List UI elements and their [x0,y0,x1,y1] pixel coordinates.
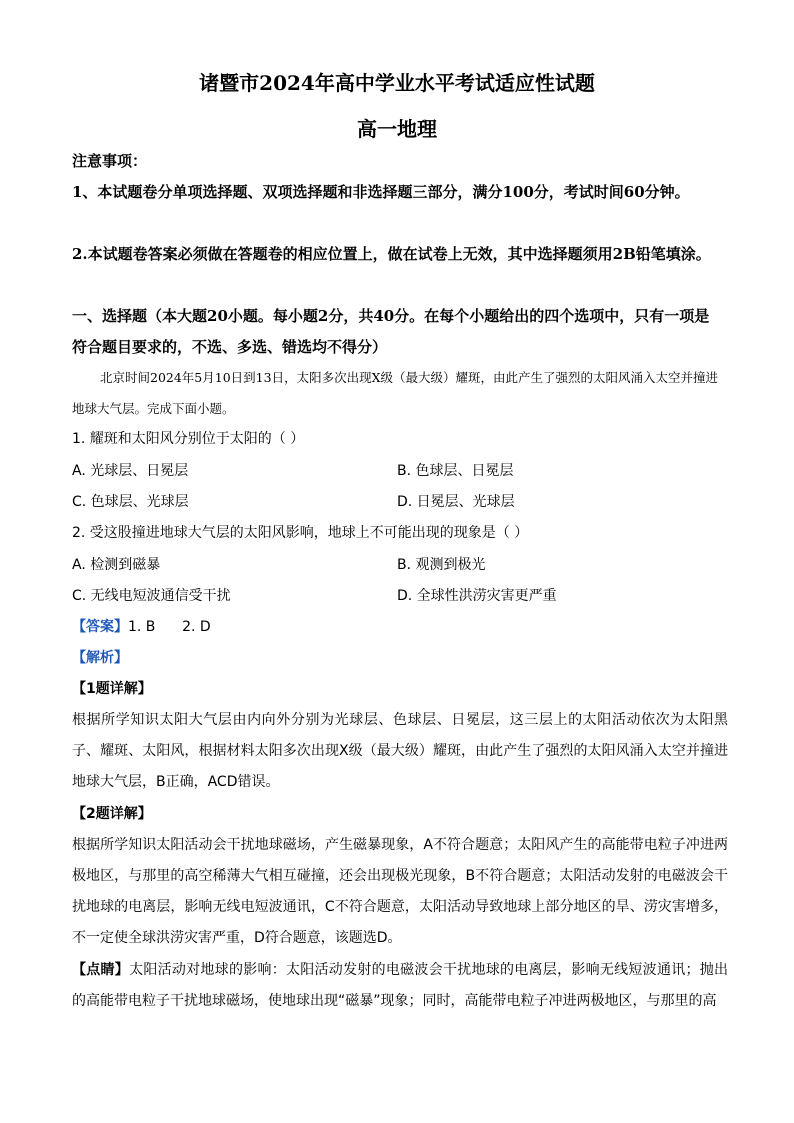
question-1-stem: 1. 耀斑和太阳风分别位于太阳的（ ） [72,431,305,447]
detail-1-heading: 【1题详解】 [72,681,152,697]
question-1-option-b: B. 色球层、日冕层 [397,463,514,479]
question-1-option-d: D. 日冕层、光球层 [397,494,515,510]
question-1-option-a: A. 光球层、日冕层 [72,463,189,479]
detail-1-text: 根据所学知识太阳大气层由内向外分别为光球层、色球层、日冕层，这三层上的太阳活动依次为太阳黑子、耀斑、太阳风，根据材料太阳多次出现X级（最大级）耀斑，由此产生了强烈的太阳风涌入太空并撞进地球大气层，B正确，ACD错误。 [72,712,728,790]
page-subtitle: 高一地理 [357,117,437,141]
detail-2-heading: 【2题详解】 [72,806,152,822]
answer-text: 1. B 2. D [128,619,211,635]
answer-line [72,616,211,638]
notice-heading: 注意事项： [72,152,148,170]
notice-item-2: 2.本试题卷答案必须做在答题卷的相应位置上，做在试卷上无效，其中选择题须用2B铅笔填涂。 [72,245,711,263]
question-2-option-b: B. 观测到极光 [397,557,486,573]
section-heading: 一、选择题（本大题20小题。每小题2分，共40分。在每个小题给出的四个选项中，只有一项是符合题目要求的，不选、多选、错选均不得分） [72,307,710,356]
dianjing-text: 太阳活动对地球的影响：太阳活动发射的电磁波会干扰地球的电离层，影响无线短波通讯；抛出的高能带电粒子干扰地球磁场，使地球出现“磁暴”现象；同时，高能带电粒子冲进两极地区，与那里的高 [72,962,729,1009]
question-2-option-d: D. 全球性洪涝灾害更严重 [397,588,557,604]
material-text: 北京时间2024年5月10日到13日，太阳多次出现X级（最大级）耀斑，由此产生了强烈的太阳风涌入太空并撞进地球大气层。完成下面小题。 [72,370,718,416]
detail-2-text: 根据所学知识太阳活动会干扰地球磁场，产生磁暴现象，A不符合题意；太阳风产生的高能带电粒子冲进两极地区，与那里的高空稀薄大气相互碰撞，还会出现极光现象，B不符合题意；太阳活动发射的电磁波会干扰地球的电离层，影响无线电短波通讯，C不符合题意，太阳活动导致地球上部分地区的旱、涝灾害增多，不一定使全球洪涝灾害严重，D符合题意，该题选D。 [72,837,728,946]
question-2-option-c: C. 无线电短波通信受干扰 [72,588,231,604]
question-2-stem: 2. 受这股撞进地球大气层的太阳风影响，地球上不可能出现的现象是（ ） [72,525,529,541]
analysis-line [72,647,128,669]
analysis-tag: 【解析】 [72,650,128,666]
dianjing-paragraph [72,955,728,1017]
question-2-option-a: A. 检测到磁暴 [72,557,161,573]
notice-item-1: 1、本试题卷分单项选择题、双项选择题和非选择题三部分，满分100分，考试时间60分钟。 [72,183,690,201]
page-title: 诸暨市2024年高中学业水平考试适应性试题 [199,71,595,95]
answer-tag: 【答案】 [72,619,128,635]
question-1-option-c: C. 色球层、光球层 [72,494,189,510]
dianjing-tag: 【点睛】 [72,962,130,978]
